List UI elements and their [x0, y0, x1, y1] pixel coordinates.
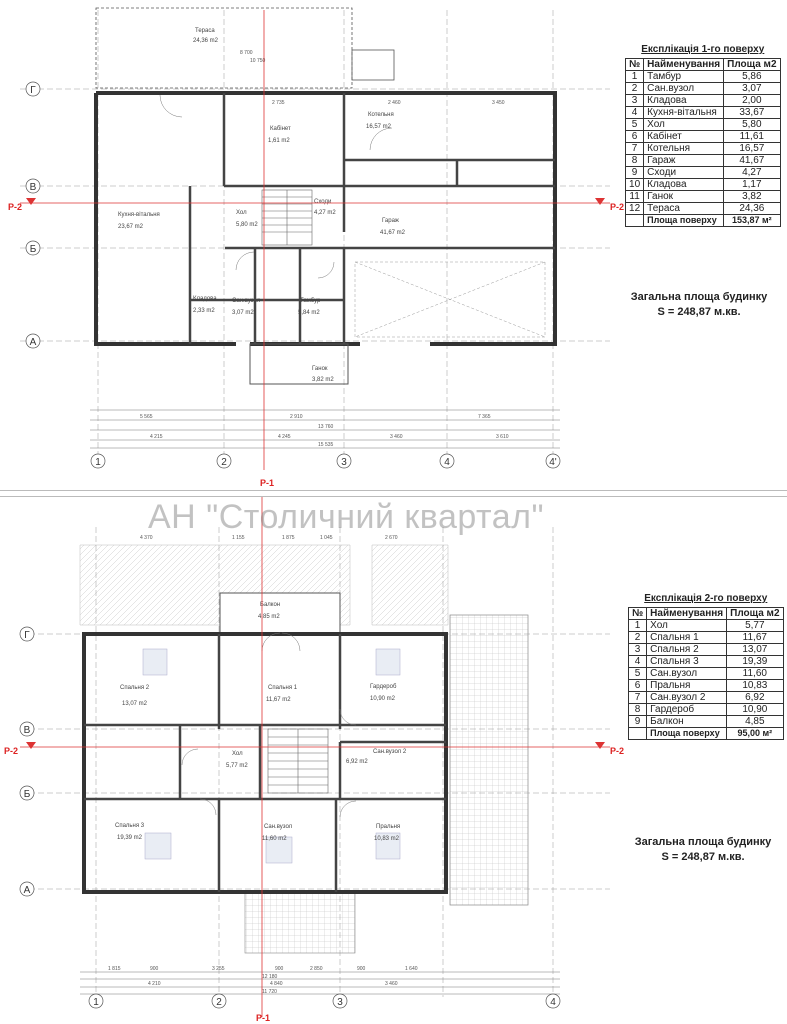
garage-roof [450, 615, 528, 905]
room-label-storage: Кладова [193, 296, 217, 302]
first-floor-sheet [0, 0, 787, 490]
dim2-bottom-1: 1 815 [108, 966, 121, 972]
room-area-balcony: 4,85 m2 [258, 614, 280, 620]
dim-top-boiler: 2 460 [388, 100, 401, 106]
table-row: 9 Сходи 4,27 [626, 167, 781, 179]
table-row: 1 Хол 5,77 [629, 620, 784, 632]
stairs-first-floor [262, 190, 312, 245]
room-label-wardrobe: Гардероб [370, 684, 397, 690]
header-number: № [626, 59, 644, 71]
table-total-row: Площа поверху 153,87 м² [626, 215, 781, 227]
section2-marker-bottom: Р-1 [256, 1013, 271, 1023]
room-area-bath1: 11,60 m2 [262, 836, 287, 842]
room-label-wc: Сан.вузол [232, 298, 261, 304]
dim2-bottom-7: 1 640 [405, 966, 418, 972]
room-label-laundry: Пральня [376, 824, 401, 830]
table-total-row: Площа поверху 95,00 м² [629, 728, 784, 740]
dim2-bottom-5: 2 850 [310, 966, 323, 972]
section-marker-left: Р-2 [8, 202, 23, 212]
room-area-wardrobe: 10,90 m2 [370, 696, 396, 702]
room-label-bath1: Сан.вузол [264, 824, 293, 830]
header-number-2: № [629, 608, 647, 620]
dim2-bottom-6: 900 [357, 966, 366, 972]
sheet-divider [0, 490, 787, 497]
axis-row-g: Г [30, 85, 36, 96]
axis2-row-b: Б [23, 789, 31, 800]
table-row: 3 Кладова 2,00 [626, 95, 781, 107]
axis-col-3: 3 [341, 457, 347, 468]
room-area-vestibule: 5,84 m2 [298, 310, 320, 316]
dim2-top-1: 4 370 [140, 535, 153, 541]
dim2-bottom-2: 900 [150, 966, 159, 972]
room-area-hall: 5,80 m2 [236, 222, 258, 228]
table-row: 4 Кухня-вітальня 33,67 [626, 107, 781, 119]
room-label-bedroom2: Спальня 2 [120, 685, 150, 691]
table-row: 6 Пральня 10,83 [629, 680, 784, 692]
table-row: 2 Спальня 1 11,67 [629, 632, 784, 644]
table-row: 2 Сан.вузол 3,07 [626, 83, 781, 95]
balcony-outline [220, 593, 340, 633]
dim2-top-3: 1 875 [282, 535, 295, 541]
room-area-boiler: 16,57 m2 [366, 124, 392, 130]
dim-top-total: 10 750 [250, 58, 266, 64]
table-row: 8 Гардероб 10,90 [629, 704, 784, 716]
table-row: 9 Балкон 4,85 [629, 716, 784, 728]
dim2-bottom-8: 4 210 [148, 981, 161, 987]
dim-top-study: 2 735 [272, 100, 285, 106]
table-row: 3 Спальня 2 13,07 [629, 644, 784, 656]
room-label-hall: Хол [236, 210, 247, 216]
table-row: 6 Кабінет 11,61 [626, 131, 781, 143]
axis2-col-3: 3 [337, 997, 343, 1008]
dim2-bottom-3: 3 255 [212, 966, 225, 972]
dim2-top-4: 1 045 [320, 535, 333, 541]
axis-row-b: Б [29, 244, 37, 255]
section-marker-bottom: Р-1 [260, 478, 275, 488]
room-label-vestibule: Тамбур [300, 298, 321, 304]
dim2-top-5: 2 670 [385, 535, 398, 541]
table-row: 12 Тераса 24,36 [626, 203, 781, 215]
dim2-bottom-4: 900 [275, 966, 284, 972]
explication-table-floor2 [628, 593, 784, 740]
second-floor-sheet [0, 497, 787, 1024]
dim-bottom-9: 15 535 [318, 442, 334, 448]
dim2-bottom-9: 4 840 [270, 981, 283, 987]
explication-table-floor1 [625, 44, 781, 227]
table-row: 5 Хол 5,80 [626, 119, 781, 131]
table-row: 8 Гараж 41,67 [626, 155, 781, 167]
table-row: 4 Спальня 3 19,39 [629, 656, 784, 668]
room-area-porch: 3,82 m2 [312, 377, 334, 383]
header-area: Площа м2 [724, 59, 780, 71]
dim-bottom-3: 7 365 [478, 414, 491, 420]
room-label-boiler: Котельня [368, 112, 394, 118]
dim-bottom-1: 5 565 [140, 414, 153, 420]
header-name: Найменування [644, 59, 724, 71]
header-name-2: Найменування [647, 608, 727, 620]
section-marker-right: Р-2 [610, 202, 625, 212]
room-label-bedroom3: Спальня 3 [115, 823, 145, 829]
axis2-row-v: В [23, 725, 31, 736]
stairs-second-floor [268, 729, 328, 793]
dim-bottom-2: 2 910 [290, 414, 303, 420]
room-area-bedroom1: 11,67 m2 [266, 697, 291, 703]
axis-row-a: А [29, 337, 37, 348]
axis-row-v: В [29, 182, 37, 193]
dim-bottom-6: 3 460 [390, 434, 403, 440]
table-row: 5 Сан.вузол 11,60 [629, 668, 784, 680]
axis-col-4: 4 [444, 457, 450, 468]
dim2-top-2: 1 155 [232, 535, 245, 541]
axis-col-4prime: 4' [549, 457, 557, 468]
table-row: 1 Тамбур 5,86 [626, 71, 781, 83]
dim-bottom-4: 4 215 [150, 434, 163, 440]
axis2-col-2: 2 [216, 997, 222, 1008]
room-label-bath2: Сан.вузол 2 [373, 749, 407, 755]
dim-bottom-8: 13 760 [318, 424, 334, 430]
room-label-hall2: Хол [232, 751, 243, 757]
table-row: 7 Котельня 16,57 [626, 143, 781, 155]
room-area-hall2: 5,77 m2 [226, 763, 248, 769]
room-area-storage: 2,33 m2 [193, 308, 215, 314]
explication-title-2: Експлікація 2-го поверху [644, 593, 768, 604]
room-area-bedroom3: 19,39 m2 [117, 835, 143, 841]
porch-roof [245, 893, 355, 953]
room-area-terrace: 24,36 m2 [193, 38, 219, 44]
table-row: 10 Кладова 1,17 [626, 179, 781, 191]
section2-marker-left: Р-2 [4, 746, 19, 756]
room-area-kitchen: 23,67 m2 [118, 224, 144, 230]
axis-col-2: 2 [221, 457, 227, 468]
axis2-row-g: Г [24, 630, 30, 641]
dim-bottom-7: 3 610 [496, 434, 509, 440]
room-area-stairs: 4,27 m2 [314, 210, 336, 216]
axis-col-1: 1 [95, 457, 101, 468]
axis2-row-a: А [23, 885, 31, 896]
axis2-col-4: 4 [550, 997, 556, 1008]
room-area-study: 1,61 m2 [268, 138, 290, 144]
room-area-wc: 3,07 m2 [232, 310, 254, 316]
dim2-bottom-12: 11 720 [262, 989, 277, 995]
room-label-kitchen: Кухня-вітальня [118, 212, 160, 218]
room-area-bedroom2: 13,07 m2 [122, 701, 148, 707]
room-label-study: Кабінет [270, 126, 291, 132]
dim-top-terrace: 8 700 [240, 50, 253, 56]
room-label-terrace: Тераса [195, 28, 215, 34]
dim-top-garage: 3 450 [492, 100, 505, 106]
axis2-col-1: 1 [93, 997, 99, 1008]
table-row: 7 Сан.вузол 2 6,92 [629, 692, 784, 704]
room-label-garage: Гараж [382, 218, 399, 224]
header-area-2: Площа м2 [727, 608, 783, 620]
dim2-bottom-11: 12 180 [262, 974, 278, 980]
dim-bottom-5: 4 245 [278, 434, 291, 440]
room-area-bath2: 6,92 m2 [346, 759, 368, 765]
second-floor-plan [0, 497, 787, 1024]
section2-marker-right: Р-2 [610, 746, 625, 756]
room-label-porch: Ганок [312, 366, 328, 372]
dim2-bottom-10: 3 460 [385, 981, 398, 987]
total-area-floor1: Загальна площа будинку S = 248,87 м.кв. [630, 291, 768, 318]
table-row: 11 Ганок 3,82 [626, 191, 781, 203]
room-area-laundry: 10,83 m2 [374, 836, 400, 842]
room-label-bedroom1: Спальня 1 [268, 685, 298, 691]
room-area-garage: 41,67 m2 [380, 230, 406, 236]
room-label-stairs: Сходи [314, 199, 332, 205]
total-area-floor2: Загальна площа будинку S = 248,87 м.кв. [634, 836, 772, 863]
explication-title: Експлікація 1-го поверху [641, 44, 765, 55]
agency-watermark: АН "Столичний квартал" [148, 498, 545, 536]
room-label-balcony: Балкон [260, 602, 281, 608]
